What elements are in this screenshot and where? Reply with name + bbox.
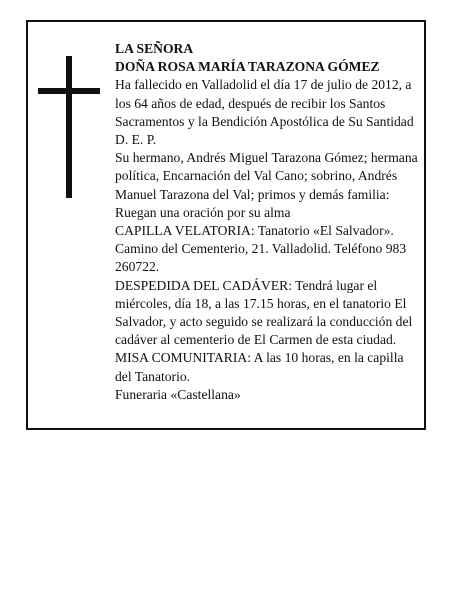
honorific-line: LA SEÑORA — [115, 41, 194, 56]
cross-vertical-bar — [66, 56, 72, 198]
prayer-request: Ruegan una oración por su alma — [115, 204, 291, 220]
death-announcement: Ha fallecido en Valladolid el día 17 de julio de 2012, a los 64 años de edad, después de recibir los Santos Sacramentos y la Bendición Apostólica de Su Santidad D. E. P. — [115, 77, 414, 148]
obituary-notice — [26, 20, 426, 430]
funeral-home-name: Funeraria «Castellana» — [115, 386, 241, 402]
notice-text-block — [115, 40, 420, 404]
cross-icon — [38, 56, 100, 198]
farewell-information: DESPEDIDA DEL CADÁVER: Tendrá lugar el miércoles, día 18, a las 17.15 horas, en el tanatorio El Salvador, y acto seguido se realizará la conducción del cadáver al cementerio de El Carmen de esta ciudad. — [115, 277, 413, 348]
cross-horizontal-bar — [38, 88, 100, 94]
mass-information: MISA COMUNITARIA: A las 10 horas, en la capilla del Tanatorio. — [115, 350, 404, 384]
family-list: Su hermano, Andrés Miguel Tarazona Gómez; hermana política, Encarnación del Val Cano; sobrino, Andrés Manuel Tarazona del Val; primos y demás familia: — [115, 150, 418, 202]
chapel-information: CAPILLA VELATORIA: Tanatorio «El Salvador». Camino del Cementerio, 21. Valladolid. Teléfono 983 260722. — [115, 223, 407, 275]
deceased-name: DOÑA ROSA MARÍA TARAZONA GÓMEZ — [115, 59, 380, 75]
